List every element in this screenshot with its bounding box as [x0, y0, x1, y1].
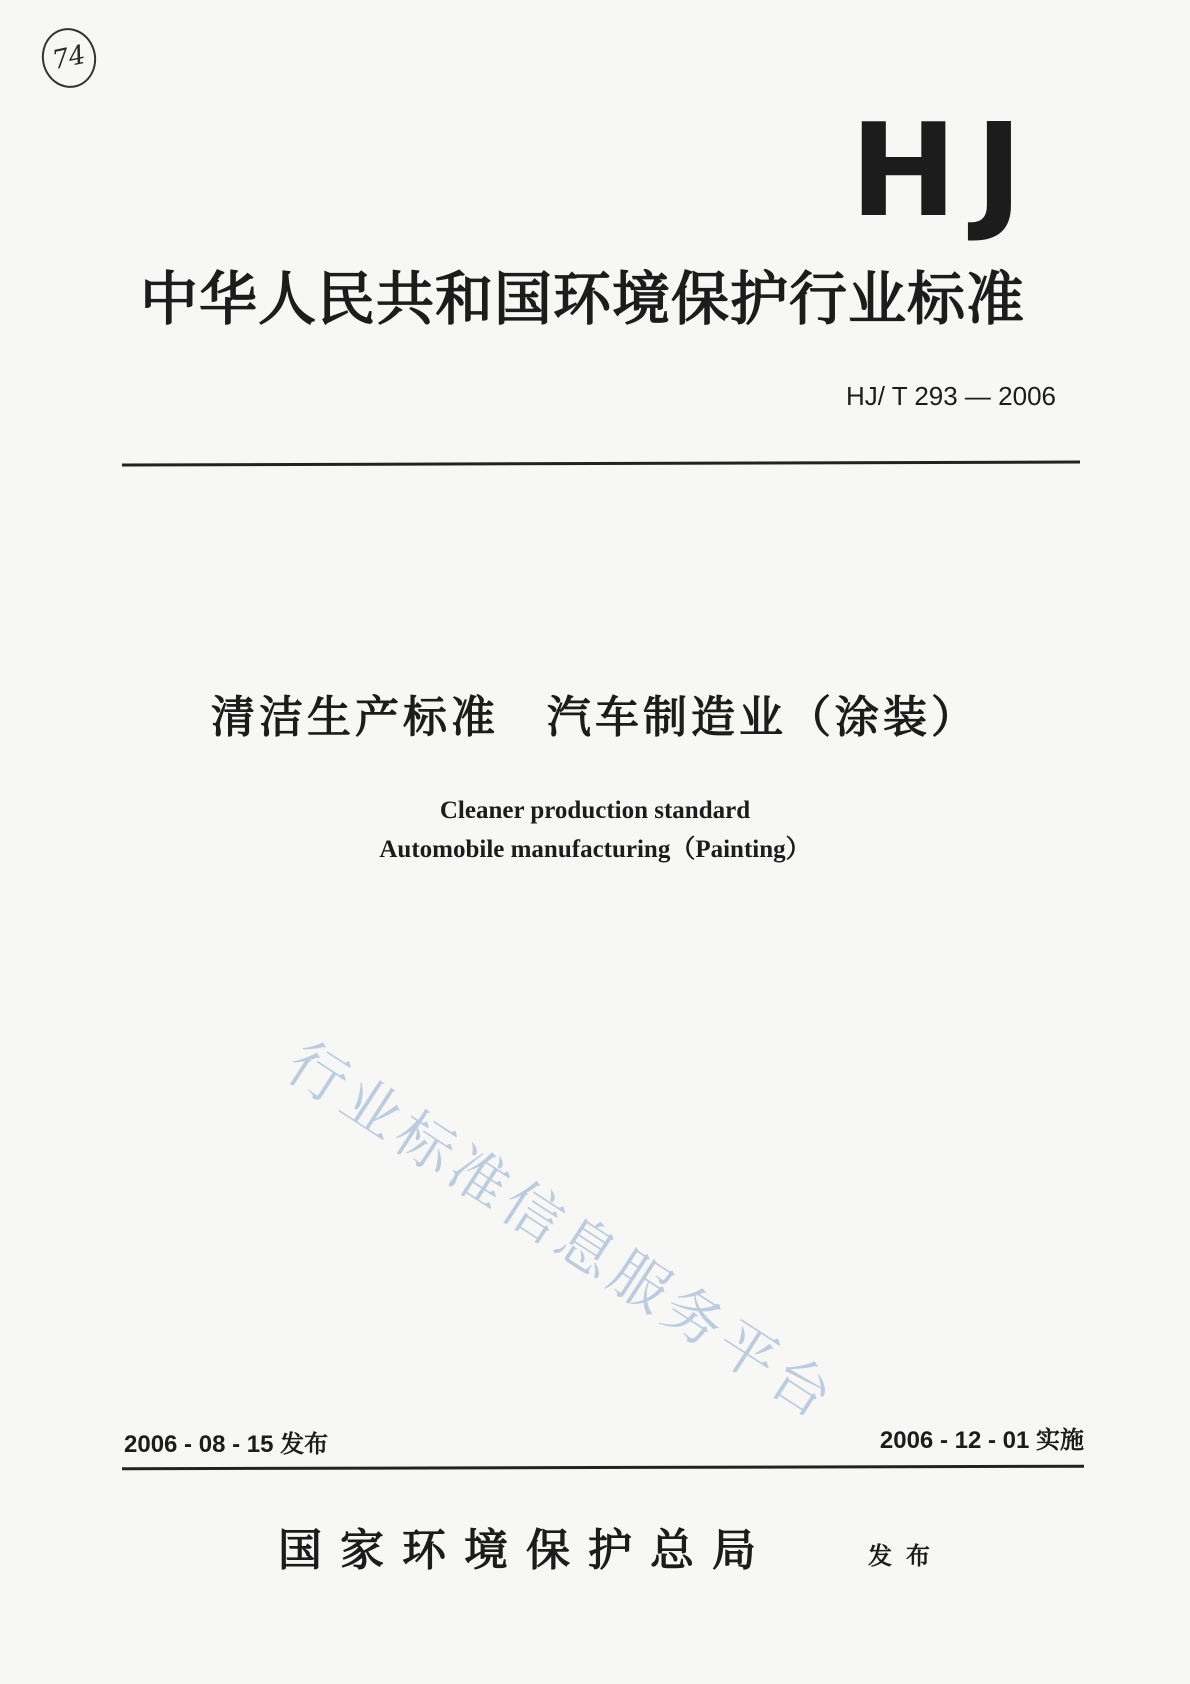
- title-chinese: 清洁生产标准 汽车制造业（涂装）: [211, 692, 979, 743]
- effective-label: 实施: [1036, 1426, 1084, 1454]
- hj-logo: HJ: [850, 97, 1041, 246]
- standard-number: HJ/ T 293 — 2006: [845, 381, 1056, 411]
- org-title: 中华人民共和国环境保护行业标准: [140, 265, 1026, 333]
- effective-date: 2006 - 12 - 01: [879, 1427, 1030, 1454]
- effective-date-block: [880, 1424, 1084, 1457]
- issue-label: 发布: [280, 1430, 329, 1458]
- handwritten-page-mark: 74: [36, 23, 101, 93]
- publisher: 国家环境保护总局: [278, 1525, 774, 1576]
- watermark: 行业标准信息服务平台: [275, 1028, 849, 1435]
- issue-date-block: [124, 1428, 328, 1461]
- title-english-line1: Cleaner production standard: [439, 797, 751, 824]
- title-english-line2: Automobile manufacturing（Painting）: [379, 836, 811, 863]
- issue-date: 2006 - 08 - 15: [124, 1431, 274, 1458]
- publisher-suffix: 发布: [868, 1541, 944, 1570]
- top-divider: [122, 460, 1080, 466]
- bottom-divider: [122, 1465, 1084, 1471]
